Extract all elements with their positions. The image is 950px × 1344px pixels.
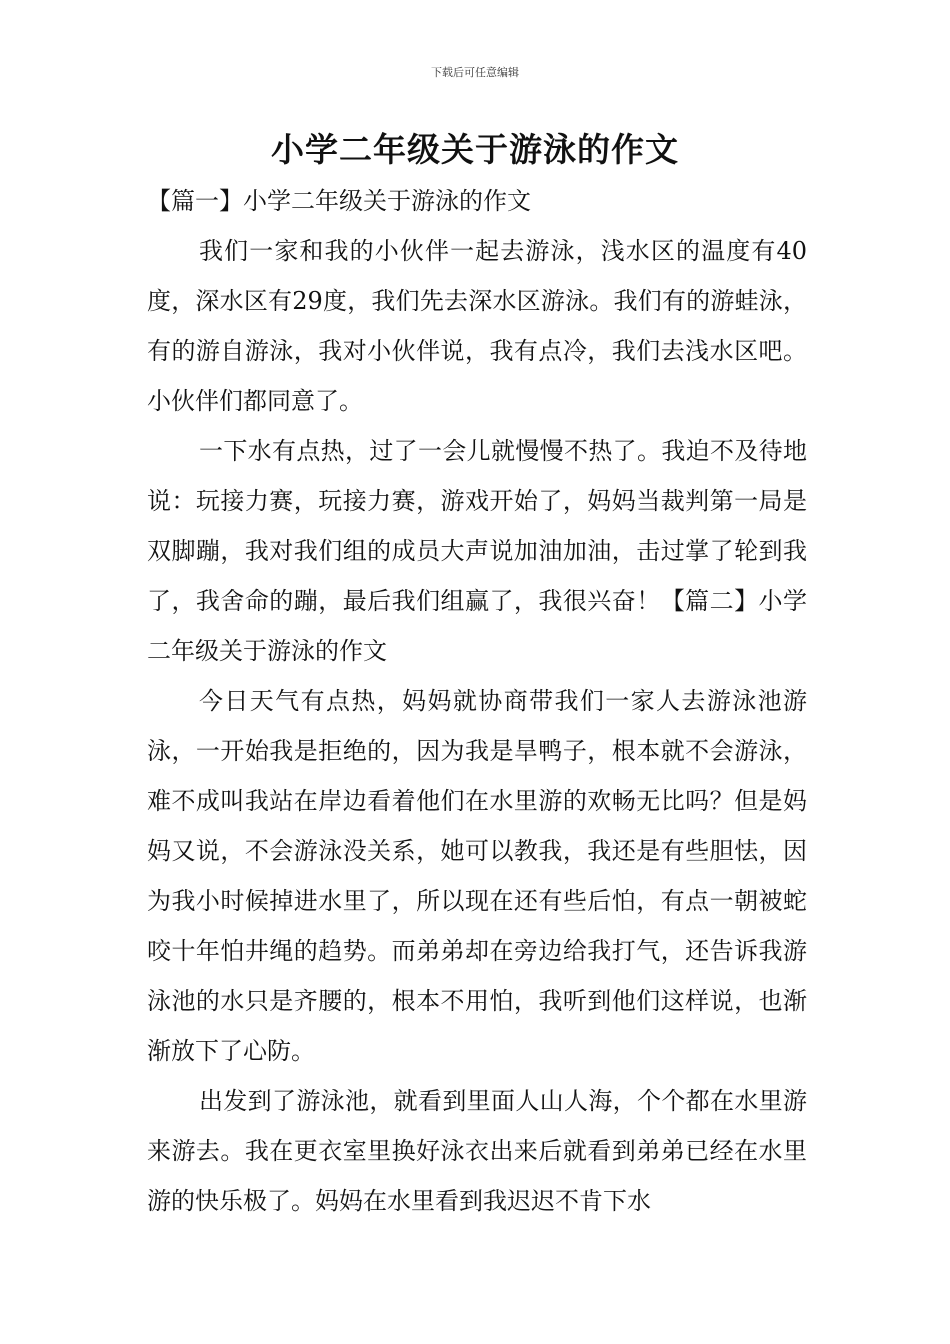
paragraph-3: 今日天气有点热，妈妈就协商带我们一家人去游泳池游泳，一开始我是拒绝的，因为我是旱鸭子，根本就不会游泳，难不成叫我站在岸边看着他们在水里游的欢畅无比吗？但是妈妈又说，不会游泳没关系，她可以教我，我还是有些胆怯，因为我小时候掉进水里了，所以现在还有些后怕，有点一朝被蛇咬十年怕井绳的趋势。而弟弟却在旁边给我打气，还告诉我游泳池的水只是齐腰的，根本不用怕，我听到他们这样说，也渐渐放下了心防。	[147, 687, 807, 1065]
document-body	[147, 176, 807, 1226]
paragraph-2	[147, 426, 807, 676]
paragraph-4: 出发到了游泳池，就看到里面人山人海，个个都在水里游来游去。我在更衣室里换好泳衣出来后就看到弟弟已经在水里游的快乐极了。妈妈在水里看到我迟迟不肯下水	[147, 1087, 807, 1215]
page-header-note: 下载后可任意编辑	[431, 66, 519, 79]
paragraph-2-text: 一下水有点热，过了一会儿就慢慢不热了。我迫不及待地说：玩接力赛，玩接力赛，游戏开始了，妈妈当裁判第一局是双脚蹦，我对我们组的成员大声说加油加油，击过掌了轮到我了，我舍命的蹦，最后我们组赢了，我很兴奋！	[147, 437, 807, 615]
section-heading-1: 【篇一】小学二年级关于游泳的作文	[147, 187, 531, 215]
section-heading-2: 【篇二】小学二年级关于游泳的作文	[147, 587, 808, 665]
document-title: 小学二年级关于游泳的作文	[271, 130, 679, 169]
paragraph-1: 我们一家和我的小伙伴一起去游泳，浅水区的温度有40度，深水区有29度，我们先去深水区游泳。我们有的游蛙泳，有的游自游泳，我对小伙伴说，我有点冷，我们去浅水区吧。小伙伴们都同意了。	[147, 237, 807, 415]
